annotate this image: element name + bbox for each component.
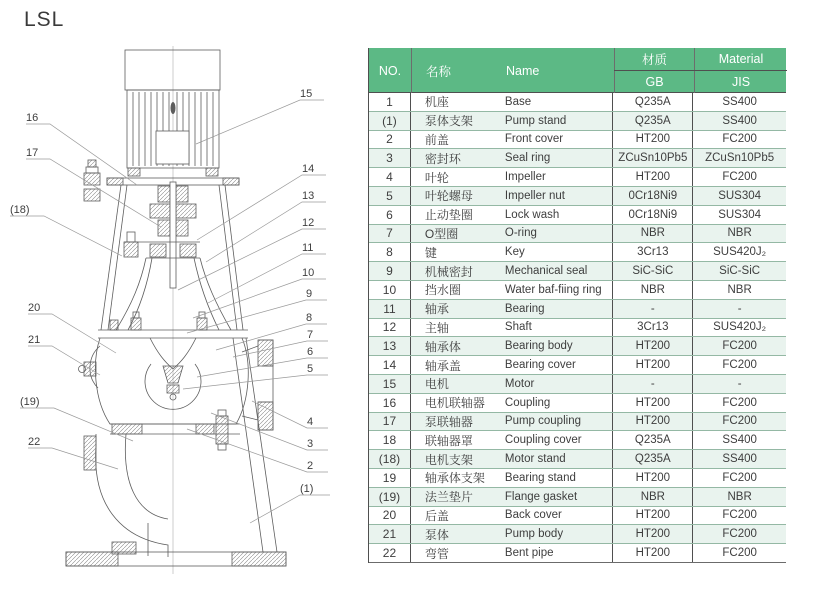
table-row	[369, 149, 786, 168]
table-row	[369, 413, 786, 432]
cell-no: 10	[369, 281, 411, 299]
table-row	[369, 243, 786, 262]
cell-name-cn: 后盖	[424, 508, 449, 523]
cell-name-cn: 键	[424, 245, 437, 260]
cell-no: 9	[369, 262, 411, 280]
cell-name-en: Water baf-fiing ring	[504, 283, 602, 296]
cell-name-cn: 主轴	[424, 320, 449, 335]
table-row	[369, 206, 786, 225]
cell-name-cn: 轴承体	[424, 339, 461, 354]
callout-number: 14	[302, 163, 315, 175]
cell-jis: SS400	[722, 434, 757, 447]
flange-joint	[110, 410, 240, 450]
cell-name	[411, 149, 614, 167]
cell-no: 6	[369, 206, 411, 224]
cell-no: 3	[369, 149, 411, 167]
cell-no: 14	[369, 356, 411, 374]
cell-name-en: Coupling	[504, 396, 551, 409]
table-row	[369, 319, 786, 338]
cell-gb: -	[613, 375, 693, 393]
cell-name-en: Pump stand	[504, 114, 567, 127]
cell-no: 20	[369, 507, 411, 525]
callout-number: 7	[307, 329, 314, 341]
cell-jis: SS400	[722, 114, 757, 127]
cell-jis: NBR	[727, 227, 752, 240]
table-row	[369, 262, 786, 281]
cell-gb: SiC-SiC	[613, 262, 693, 280]
cell-no: 19	[369, 469, 411, 487]
callout-number: 20	[28, 302, 41, 314]
callout-number: (1)	[300, 483, 314, 495]
callout-number: 12	[302, 217, 315, 229]
header-gb-label: GB	[645, 75, 664, 89]
cell-name-cn: 电机	[424, 377, 449, 392]
cell-gb: HT200	[613, 168, 693, 186]
table-row	[369, 131, 786, 150]
parts-table	[368, 48, 786, 563]
header-material-cn	[614, 48, 694, 70]
cell-name-en: Bearing cover	[504, 359, 576, 372]
cell-name-en: Shaft	[504, 321, 532, 334]
table-row	[369, 394, 786, 413]
cell-name	[411, 469, 614, 487]
header-no	[369, 48, 411, 93]
cell-name-en: Flange gasket	[504, 490, 578, 503]
table-row	[369, 469, 786, 488]
callout-number: 15	[300, 88, 313, 100]
table-row	[369, 544, 786, 563]
callout-leader-line	[28, 448, 118, 469]
cell-jis: SS400	[722, 95, 757, 108]
cell-gb: 3Cr13	[613, 243, 693, 261]
cell-name-cn: 叶轮螺母	[424, 189, 473, 204]
callout-leader-line	[26, 124, 137, 185]
pump-cross-section-diagram	[0, 0, 360, 590]
cell-name	[411, 281, 614, 299]
cell-gb: Q235A	[613, 450, 693, 468]
cell-name	[411, 319, 614, 337]
cell-jis: -	[737, 377, 742, 390]
cell-name-cn: 轴承体支架	[424, 471, 485, 486]
cell-gb: HT200	[613, 525, 693, 543]
cell-name	[411, 225, 614, 243]
cell-no: 21	[369, 525, 411, 543]
cell-name-cn: 泵体	[424, 527, 449, 542]
table-row	[369, 300, 786, 319]
cell-name	[411, 431, 614, 449]
cell-name	[411, 337, 614, 355]
cell-name-en: Bearing stand	[504, 471, 576, 484]
cell-name	[411, 507, 614, 525]
callout-number: 3	[307, 438, 314, 450]
cell-gb: NBR	[613, 488, 693, 506]
cell-gb: HT200	[613, 507, 693, 525]
callout-leader-line	[183, 375, 328, 389]
cell-name	[411, 375, 614, 393]
cell-gb: ZCuSn10Pb5	[613, 149, 693, 167]
header-divider	[614, 70, 787, 71]
cell-jis: NBR	[727, 283, 752, 296]
drawing-lines	[66, 46, 286, 574]
cell-name	[411, 300, 614, 318]
cell-jis: NBR	[727, 490, 752, 503]
cell-no: 13	[369, 337, 411, 355]
cell-name-en: Base	[504, 95, 532, 108]
cell-name-cn: 弯管	[424, 546, 449, 561]
cell-gb: 3Cr13	[613, 319, 693, 337]
cell-gb: -	[613, 300, 693, 318]
cell-no: 1	[369, 93, 411, 111]
cell-name-en: Lock wash	[504, 208, 560, 221]
cell-gb: HT200	[613, 413, 693, 431]
cell-name	[411, 356, 614, 374]
table-row	[369, 281, 786, 300]
cell-name-en: O-ring	[504, 227, 537, 240]
cell-name-en: Motor stand	[504, 453, 566, 466]
callout-number: 6	[307, 346, 314, 358]
table-row	[369, 93, 786, 112]
cell-no: 11	[369, 300, 411, 318]
callout-number: 17	[26, 147, 39, 159]
cell-jis: FC200	[722, 171, 757, 184]
bent-pipe	[84, 434, 168, 557]
cell-jis: FC200	[722, 547, 757, 560]
callout-number: (19)	[20, 396, 40, 408]
cell-name	[411, 413, 614, 431]
cell-jis: FC200	[722, 359, 757, 372]
cell-name-en: Back cover	[504, 509, 562, 522]
callout-number: (18)	[10, 204, 30, 216]
cell-name-cn: 机座	[424, 95, 449, 110]
cell-gb: HT200	[613, 356, 693, 374]
pump-body	[79, 338, 249, 424]
cell-name-en: Bent pipe	[504, 547, 554, 560]
cell-name-en: Pump coupling	[504, 415, 581, 428]
cell-gb: Q235A	[613, 431, 693, 449]
cell-jis: FC200	[722, 396, 757, 409]
cell-jis: FC200	[722, 340, 757, 353]
cell-no: 16	[369, 394, 411, 412]
cell-no: (19)	[369, 488, 411, 506]
parts-table-body	[368, 93, 786, 563]
cell-gb: Q235A	[613, 93, 693, 111]
cell-gb: Q235A	[613, 112, 693, 130]
cell-name	[411, 206, 614, 224]
cell-gb: HT200	[613, 544, 693, 562]
cell-jis: FC200	[722, 133, 757, 146]
cell-name	[411, 187, 614, 205]
header-no-label: NO.	[378, 63, 402, 78]
cell-gb: NBR	[613, 281, 693, 299]
cell-name-en: Seal ring	[504, 152, 551, 165]
cell-jis: ZCuSn10Pb5	[705, 152, 775, 165]
coupling-assembly	[150, 182, 196, 288]
table-row	[369, 450, 786, 469]
callout-leader-line	[10, 216, 122, 256]
cell-name-cn: 泵体支架	[424, 114, 473, 129]
cell-no: 8	[369, 243, 411, 261]
cell-name-cn: 挡水圈	[424, 283, 461, 298]
cell-name	[411, 131, 614, 149]
cell-name-cn: 叶轮	[424, 170, 449, 185]
cell-no: 4	[369, 168, 411, 186]
header-name-en-label: Name	[506, 63, 540, 78]
callout-leader-line	[196, 100, 324, 144]
header-material-en-label: Material	[718, 52, 764, 66]
cell-jis: FC200	[722, 509, 757, 522]
cell-name	[411, 243, 614, 261]
cell-name-cn: 轴承	[424, 302, 449, 317]
cell-gb: HT200	[613, 394, 693, 412]
cell-name-cn: 联轴器罩	[424, 433, 473, 448]
parts-table-header	[368, 48, 786, 93]
cell-jis: SUS304	[718, 189, 762, 202]
cell-name-en: Bearing body	[504, 340, 573, 353]
cell-jis: SUS420J₂	[713, 321, 767, 334]
cell-name-en: Mechanical seal	[504, 265, 588, 278]
cell-no: 7	[369, 225, 411, 243]
cell-gb: HT200	[613, 131, 693, 149]
table-row	[369, 507, 786, 526]
cell-jis: -	[737, 302, 742, 315]
cell-name	[411, 525, 614, 543]
cell-name-cn: 密封环	[424, 151, 461, 166]
cell-no: 17	[369, 413, 411, 431]
cell-name-cn: 前盖	[424, 132, 449, 147]
table-row	[369, 525, 786, 544]
cell-name	[411, 544, 614, 562]
table-row	[369, 431, 786, 450]
callout-number: 5	[307, 363, 314, 375]
cell-gb: 0Cr18Ni9	[613, 206, 693, 224]
table-row	[369, 488, 786, 507]
cell-jis: FC200	[722, 471, 757, 484]
callout-number: 9	[306, 288, 313, 300]
table-row	[369, 112, 786, 131]
cell-no: 15	[369, 375, 411, 393]
cell-name-cn: 电机支架	[424, 452, 473, 467]
cell-no: 18	[369, 431, 411, 449]
callout-number: 2	[307, 460, 314, 472]
callout-leader-line	[250, 495, 330, 523]
cell-name-en: Pump body	[504, 528, 564, 541]
header-jis-label: JIS	[731, 75, 751, 89]
page-title: LSL	[24, 8, 65, 31]
cell-name	[411, 112, 614, 130]
cell-no: 2	[369, 131, 411, 149]
table-row	[369, 337, 786, 356]
cell-name	[411, 488, 614, 506]
table-row	[369, 225, 786, 244]
cell-name	[411, 394, 614, 412]
table-row	[369, 375, 786, 394]
callout-number: 22	[28, 436, 41, 448]
table-row	[369, 356, 786, 375]
base-plate	[66, 552, 286, 566]
motor	[125, 50, 220, 176]
cell-name-en: Bearing	[504, 302, 545, 315]
cell-jis: SiC-SiC	[719, 265, 761, 278]
coupling-cover	[84, 160, 100, 201]
cell-name	[411, 450, 614, 468]
cell-name-en: Motor	[504, 377, 535, 390]
cell-no: 5	[369, 187, 411, 205]
cell-no: 22	[369, 544, 411, 562]
cell-name-cn: 轴承盖	[424, 358, 461, 373]
cell-name-cn: 机械密封	[424, 264, 473, 279]
cell-jis: SUS420J₂	[713, 246, 767, 259]
cell-gb: NBR	[613, 225, 693, 243]
cell-name-en: Key	[504, 246, 525, 259]
cell-jis: FC200	[722, 528, 757, 541]
callout-number: 16	[26, 112, 39, 124]
cell-name-en: Impeller	[504, 171, 546, 184]
table-row	[369, 168, 786, 187]
cell-name-en: Coupling cover	[504, 434, 582, 447]
header-name-cn-label: 名称	[426, 64, 452, 79]
cell-gb: HT200	[613, 337, 693, 355]
cell-name-cn: 止动垫圈	[424, 208, 473, 223]
callout-number: 11	[302, 242, 314, 254]
header-material-en	[694, 48, 787, 70]
cell-jis: SS400	[722, 453, 757, 466]
cell-no: (1)	[369, 112, 411, 130]
cell-name	[411, 262, 614, 280]
callout-number: 8	[306, 312, 313, 324]
cell-name-cn: 法兰垫片	[424, 490, 473, 505]
callout-number: 21	[28, 334, 41, 346]
callout-number: 13	[302, 190, 315, 202]
cell-name-cn: 泵联轴器	[424, 414, 473, 429]
cell-name-cn: O型圈	[424, 226, 459, 241]
header-name	[411, 48, 614, 93]
cell-name-en: Impeller nut	[504, 189, 565, 202]
cell-name	[411, 93, 614, 111]
cell-gb: 0Cr18Ni9	[613, 187, 693, 205]
header-jis	[694, 71, 787, 93]
cell-name-en: Front cover	[504, 133, 564, 146]
callout-number: 4	[307, 416, 314, 428]
cell-gb: HT200	[613, 469, 693, 487]
cell-name	[411, 168, 614, 186]
cell-name-cn: 电机联轴器	[424, 396, 485, 411]
header-material-cn-label: 材质	[641, 53, 667, 67]
table-row	[369, 187, 786, 206]
cell-no: (18)	[369, 450, 411, 468]
cell-jis: FC200	[722, 415, 757, 428]
cell-no: 12	[369, 319, 411, 337]
header-gb	[614, 71, 694, 93]
callout-number: 10	[302, 267, 315, 279]
cell-jis: SUS304	[718, 208, 762, 221]
